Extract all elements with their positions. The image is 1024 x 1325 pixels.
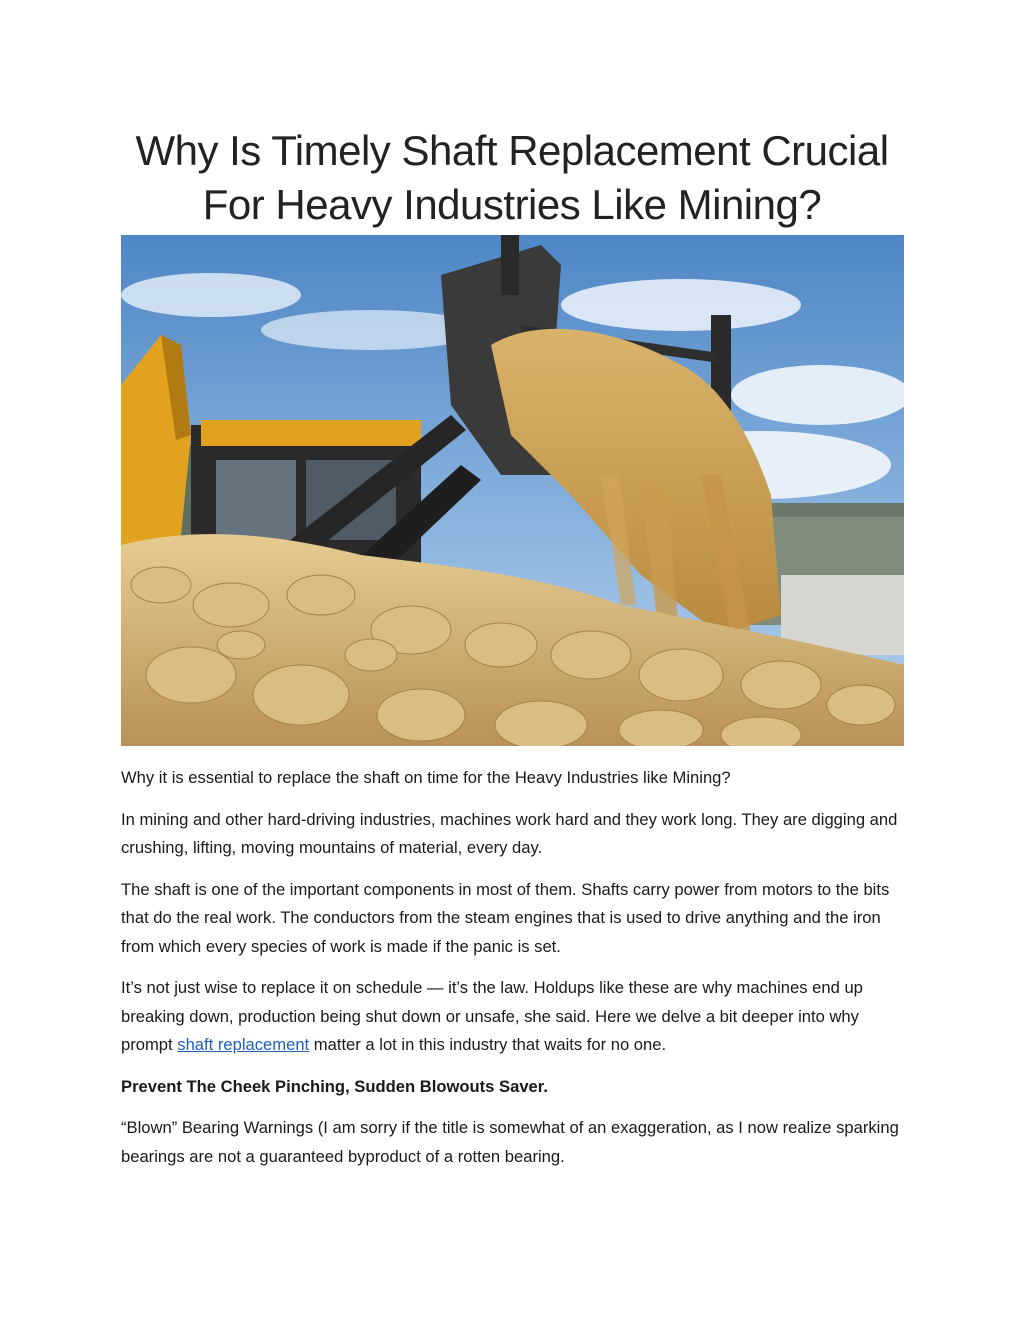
section-heading: Prevent The Cheek Pinching, Sudden Blowouts Saver.: [121, 1076, 548, 1096]
paragraph-machines: In mining and other hard-driving industries, machines work hard and they work long. They are digging and crushing, lifting, moving mountains of material, every day.: [121, 809, 898, 857]
paragraph-schedule-tail: matter a lot in this industry that waits for no one.: [309, 1035, 667, 1054]
paragraph-schedule: [121, 974, 911, 1060]
bucket-hook: [501, 235, 519, 295]
article-body: [121, 764, 911, 1184]
paragraph-bearings: “Blown” Bearing Warnings (I am sorry if the title is somewhat of an exaggeration, as I now realize sparking bearings are not a guaranteed byproduct of a rotten bearing.: [121, 1118, 899, 1166]
paragraph-shaft: The shaft is one of the important components in most of them. Shafts carry power from motors to the bits that do the real work. The conductors from the steam engines that is used to drive anything and the iron from which every species of work is made if the panic is set.: [121, 879, 890, 956]
intro-question: Why it is essential to replace the shaft on time for the Heavy Industries like Mining?: [121, 768, 731, 787]
loader-window: [216, 460, 296, 540]
cloud: [121, 273, 301, 317]
title-line-2: For Heavy Industries Like Mining?: [202, 181, 822, 228]
paragraph-schedule-text: It’s not just wise to replace it on schedule — it’s the law. Holdups like these are why machines end up breaking down, production being shut down or unsafe, she said. Here we delve a bit deeper into why prompt: [121, 978, 863, 1054]
loader-cab-top: [201, 420, 421, 446]
cloud: [731, 365, 904, 425]
page-title: [100, 124, 924, 232]
hero-image: [121, 235, 904, 746]
title-line-1: Why Is Timely Shaft Replacement Crucial: [135, 127, 889, 174]
cloud: [561, 279, 801, 331]
shaft-replacement-link[interactable]: shaft replacement: [177, 1035, 310, 1054]
